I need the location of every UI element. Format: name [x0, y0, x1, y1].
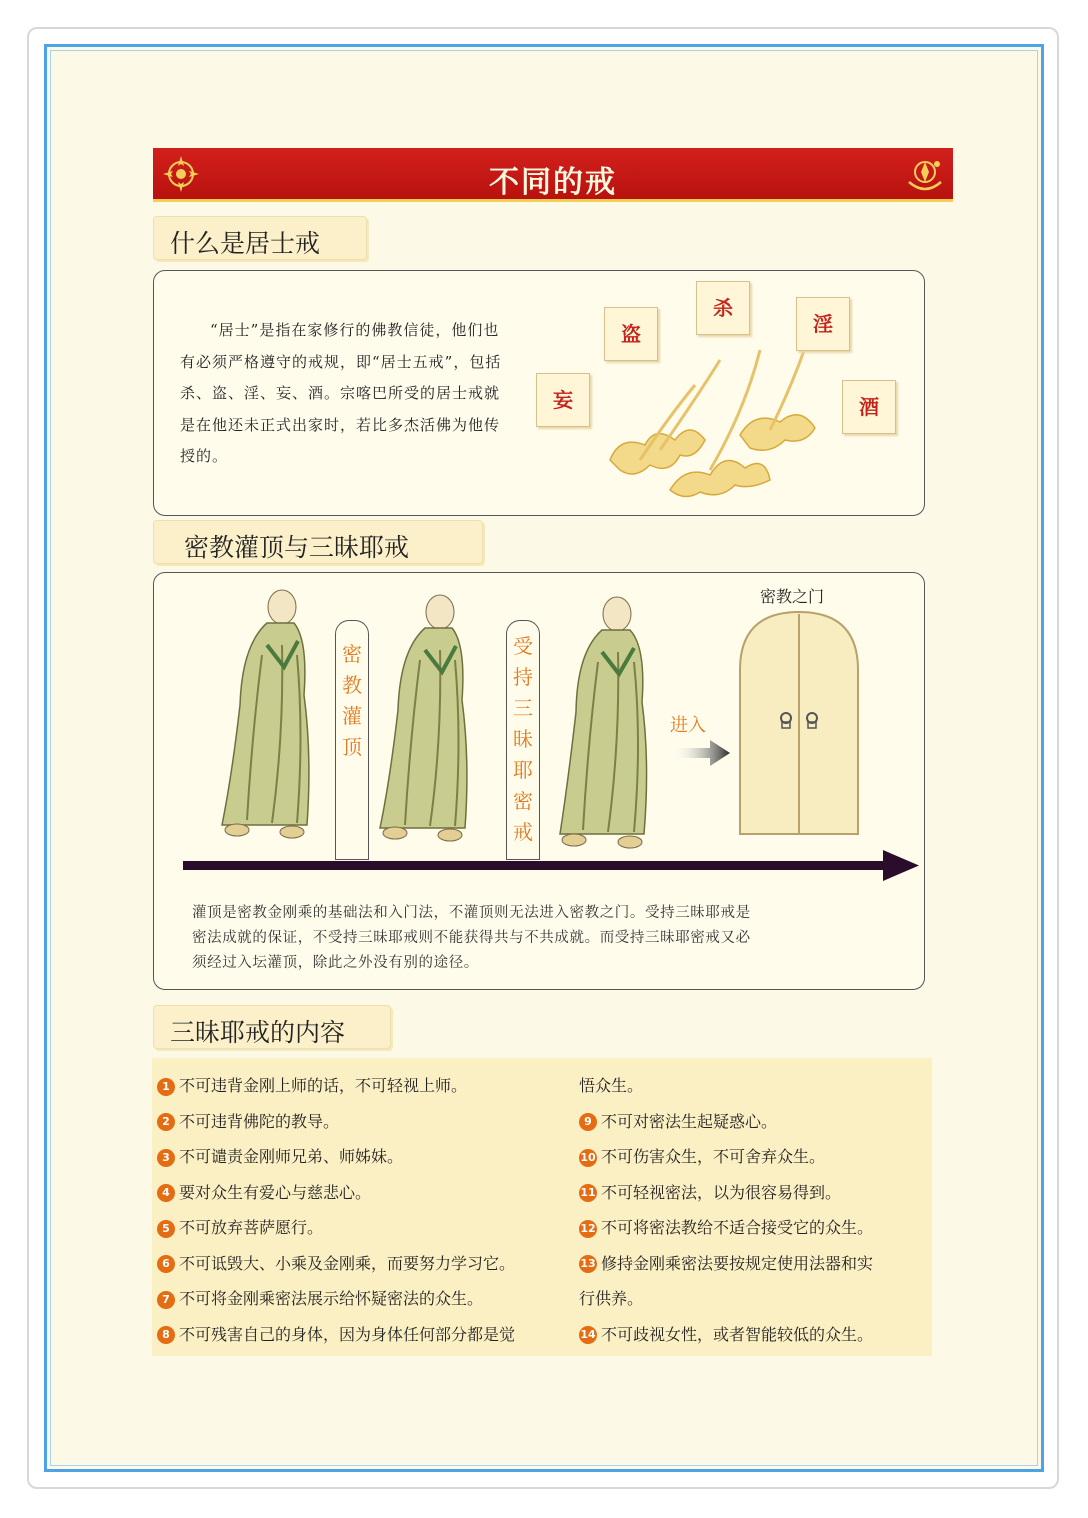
item-number-icon: 11 — [579, 1184, 597, 1202]
list-item — [157, 1210, 557, 1246]
item-text: 不可诋毁大、小乘及金刚乘，而要努力学习它。 — [179, 1253, 516, 1273]
list-item — [157, 1317, 557, 1353]
item-number-icon: 4 — [157, 1184, 175, 1202]
item-number-icon: 14 — [579, 1326, 597, 1344]
item-number-icon: 9 — [579, 1113, 597, 1131]
section-heading-samaya-content — [153, 1005, 391, 1049]
samaya-label — [506, 620, 540, 860]
item-number-icon: 7 — [157, 1291, 175, 1309]
list-item — [157, 1175, 557, 1211]
list-item — [579, 1139, 929, 1175]
item-number-icon: 3 — [157, 1149, 175, 1167]
samaya-list-right — [579, 1068, 929, 1352]
item-text: 不可对密法生起疑惑心。 — [601, 1111, 778, 1131]
enter-label: 进入 — [670, 715, 706, 736]
samaya-list-left — [157, 1068, 557, 1352]
precept-stealing: 盗 — [604, 307, 658, 361]
precept-alcohol: 酒 — [842, 380, 896, 434]
arrow-right-icon — [672, 738, 732, 768]
initiation-label — [335, 620, 369, 860]
item-text: 行供养。 — [579, 1289, 644, 1308]
item-text: 不可伤害众生，不可舍弃众生。 — [601, 1147, 826, 1166]
item-text: 不可轻视密法，以为很容易得到。 — [601, 1182, 842, 1202]
section-heading-text: 三昧耶戒的内容 — [170, 1018, 346, 1047]
monk-figure-icon — [212, 585, 322, 845]
item-text: 悟众生。 — [579, 1076, 644, 1095]
list-item — [157, 1104, 557, 1140]
paragraph-line: 密法成就的保证，不受持三昧耶戒则不能获得共与不共成就。而受持三昧耶密戒又必 — [192, 930, 751, 946]
item-number-icon: 6 — [157, 1255, 175, 1273]
initiation-paragraph — [192, 901, 892, 976]
timeline-arrow-icon — [183, 850, 921, 882]
samaya-label-text: 受持三昧耶密戒 — [513, 634, 533, 844]
list-item — [157, 1281, 557, 1317]
precept-sexual-misconduct: 淫 — [796, 297, 850, 351]
item-number-icon: 12 — [579, 1220, 597, 1238]
list-item — [157, 1246, 557, 1282]
monk-figure-icon — [370, 590, 480, 848]
precept-lying: 妄 — [536, 373, 590, 427]
item-text: 不可违背金刚上师的话，不可轻视上师。 — [179, 1076, 468, 1095]
list-item — [579, 1246, 929, 1282]
list-item — [579, 1317, 929, 1353]
precept-killing: 杀 — [696, 281, 750, 335]
jewel-ornament-icon — [903, 152, 947, 196]
item-number-icon: 13 — [579, 1255, 597, 1273]
list-item-continuation — [579, 1281, 929, 1317]
item-number-icon: 5 — [157, 1220, 175, 1238]
door-icon — [738, 610, 860, 836]
lay-precepts-paragraph: “居士”是指在家修行的佛教信徒，他们也有必须严格遵守的戒规，即“居士五戒”，包括杀、盗、淫、妄、酒。宗喀巴所受的居士戒就是在他还未正式出家时，若比多杰活佛为他传授的。 — [180, 321, 502, 465]
monk-figure-icon — [552, 592, 662, 854]
list-item — [579, 1175, 929, 1211]
item-text: 不可将密法教给不适合接受它的众生。 — [601, 1218, 874, 1237]
paragraph-line: 须经过入坛灌顶，除此之外没有别的途径。 — [192, 955, 479, 971]
door-label: 密教之门 — [760, 587, 825, 606]
list-item — [579, 1210, 929, 1246]
section-heading-text: 密教灌顶与三昧耶戒 — [184, 533, 410, 562]
cloud-illustration — [600, 340, 840, 510]
page-title: 不同的戒 — [489, 165, 617, 200]
list-item — [579, 1104, 929, 1140]
item-number-icon: 1 — [157, 1078, 175, 1096]
list-item — [157, 1139, 557, 1175]
section-heading-text: 什么是居士戒 — [170, 229, 321, 258]
title-banner — [153, 148, 953, 202]
item-text: 不可歧视女性，或者智能较低的众生。 — [601, 1324, 874, 1344]
item-text: 不可违背佛陀的教导。 — [179, 1111, 340, 1131]
section-heading-lay-precepts — [153, 216, 367, 260]
item-text: 不可残害自己的身体，因为身体任何部分都是觉 — [179, 1324, 516, 1344]
item-text: 不可将金刚乘密法展示给怀疑密法的众生。 — [179, 1289, 484, 1308]
paragraph-line: 灌顶是密教金刚乘的基础法和入门法，不灌顶则无法进入密教之门。受持三昧耶戒是 — [192, 905, 751, 921]
item-text: 不可谴责金刚师兄弟、师姊妹。 — [179, 1147, 404, 1166]
list-item-continuation — [579, 1068, 929, 1104]
item-text: 要对众生有爱心与慈悲心。 — [179, 1182, 372, 1202]
item-number-icon: 8 — [157, 1326, 175, 1344]
item-number-icon: 10 — [579, 1149, 597, 1167]
initiation-label-text: 密教灌顶 — [342, 642, 362, 759]
section-heading-initiation-samaya — [153, 520, 483, 564]
item-number-icon: 2 — [157, 1113, 175, 1131]
item-text: 不可放弃菩萨愿行。 — [179, 1218, 324, 1237]
list-item — [157, 1068, 557, 1104]
item-text: 修持金刚乘密法要按规定使用法器和实 — [601, 1253, 874, 1273]
